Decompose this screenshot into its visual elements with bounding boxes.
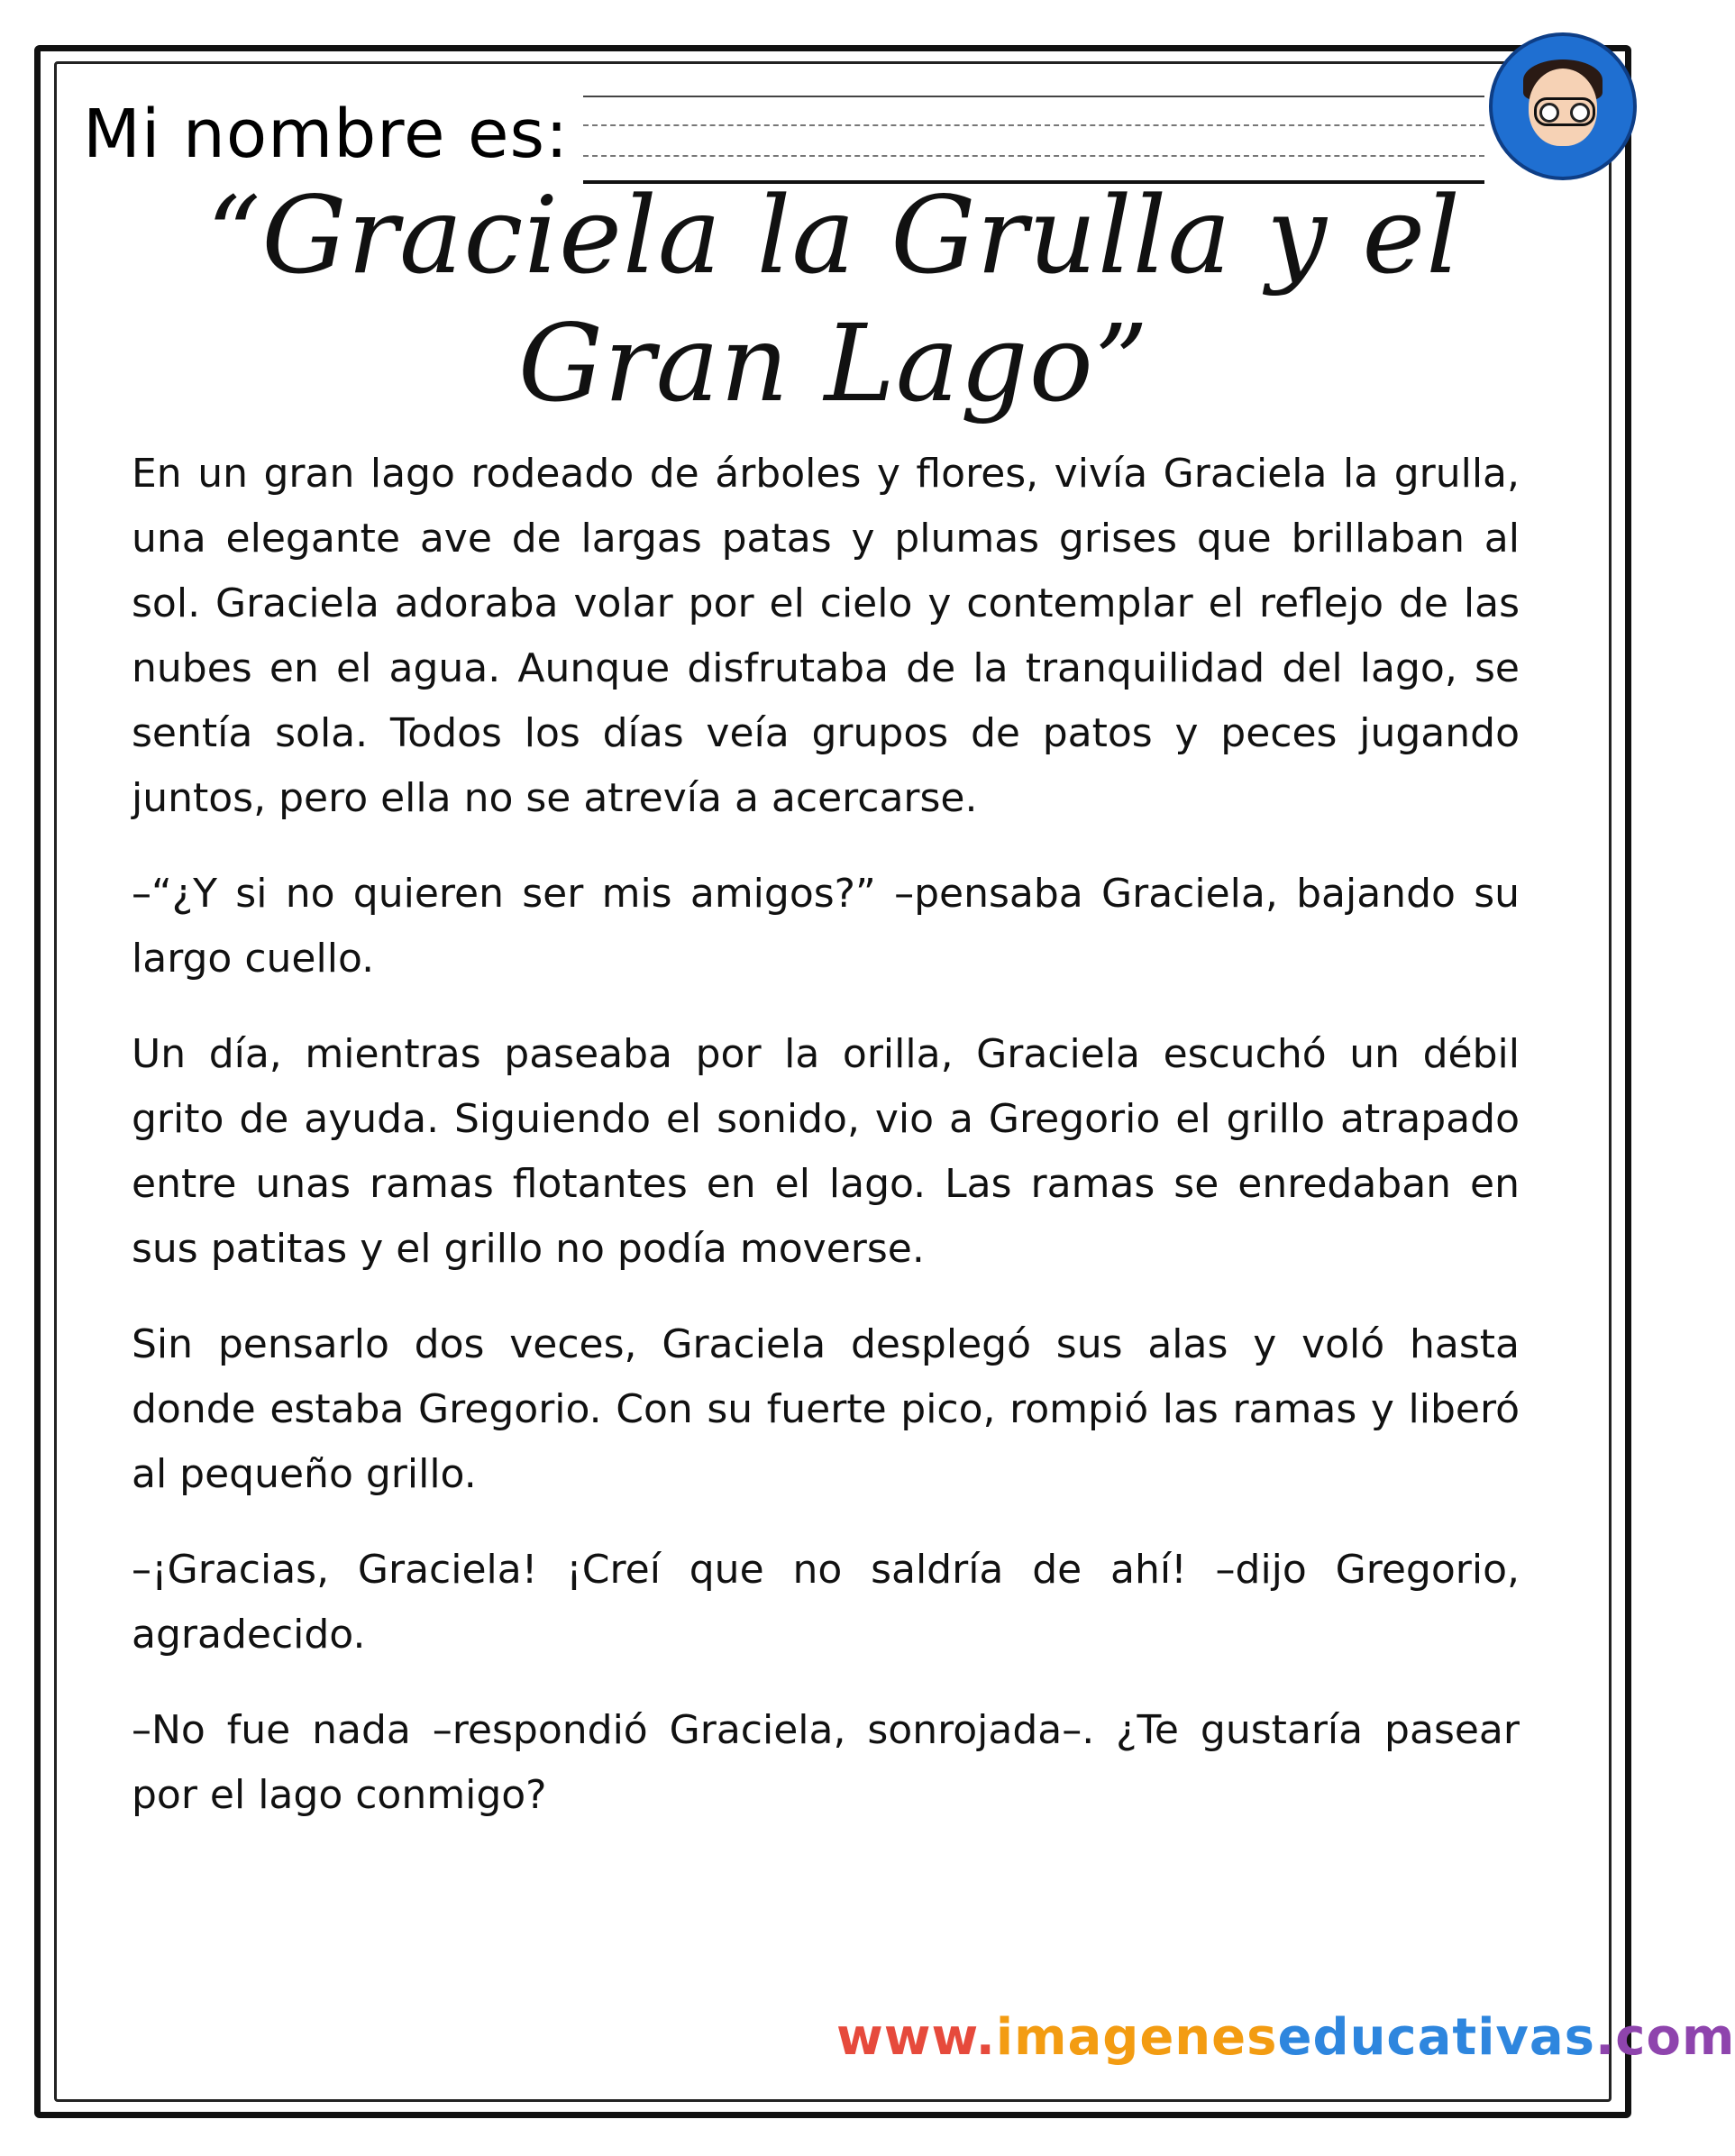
story-body [132, 442, 1520, 1859]
logo-glasses [1534, 97, 1595, 126]
paragraph: En un gran lago rodeado de árboles y flores, vivía Graciela la grulla, una elegante ave de largas patas y plumas grises que brillaban al sol. Graciela adoraba volar por el cielo y contemplar el reflejo de las nubes en el agua. Aunque disfrutaba de la tranquilidad del lago, se sentía sola. Todos los días veía grupos de patos y peces jugando juntos, pero ella no se atrevía a acercarse. [132, 451, 1520, 821]
site-logo-badge [1489, 32, 1637, 180]
url-part: www. [836, 2008, 996, 2067]
paragraph: Sin pensarlo dos veces, Graciela desplegó sus alas y voló hasta donde estaba Gregorio. Con su fuerte pico, rompió las ramas y liberó al pequeño grillo. [132, 1321, 1520, 1497]
paragraph: –“¿Y si no quieren ser mis amigos?” –pensaba Graciela, bajando su largo cuello. [132, 871, 1520, 982]
paragraph: –¡Gracias, Graciela! ¡Creí que no saldría de ahí! –dijo Gregorio, agradecido. [132, 1547, 1520, 1658]
url-part: imagenes [995, 2008, 1278, 2067]
url-part: .com [1595, 2008, 1735, 2067]
name-label: Mi nombre es: [83, 96, 570, 173]
handwriting-line-guide [583, 155, 1484, 157]
handwriting-line-guide [583, 124, 1484, 126]
handwriting-line-top [583, 96, 1484, 97]
url-part: educativas [1277, 2008, 1596, 2067]
paragraph: Un día, mientras paseaba por la orilla, Graciela escuchó un débil grito de ayuda. Siguiendo el sonido, vio a Gregorio el grillo atrapado entre unas ramas flotantes en el lago. Las ramas se enredaban en sus patitas y el grillo no podía moverse. [132, 1031, 1520, 1272]
story-title: “Graciela la Grulla y el Gran Lago” [206, 173, 1461, 425]
paragraph: –No fue nada –respondió Graciela, sonrojada–. ¿Te gustaría pasear por el lago conmigo? [132, 1707, 1520, 1818]
footer-website-url[interactable] [836, 2008, 1735, 2080]
